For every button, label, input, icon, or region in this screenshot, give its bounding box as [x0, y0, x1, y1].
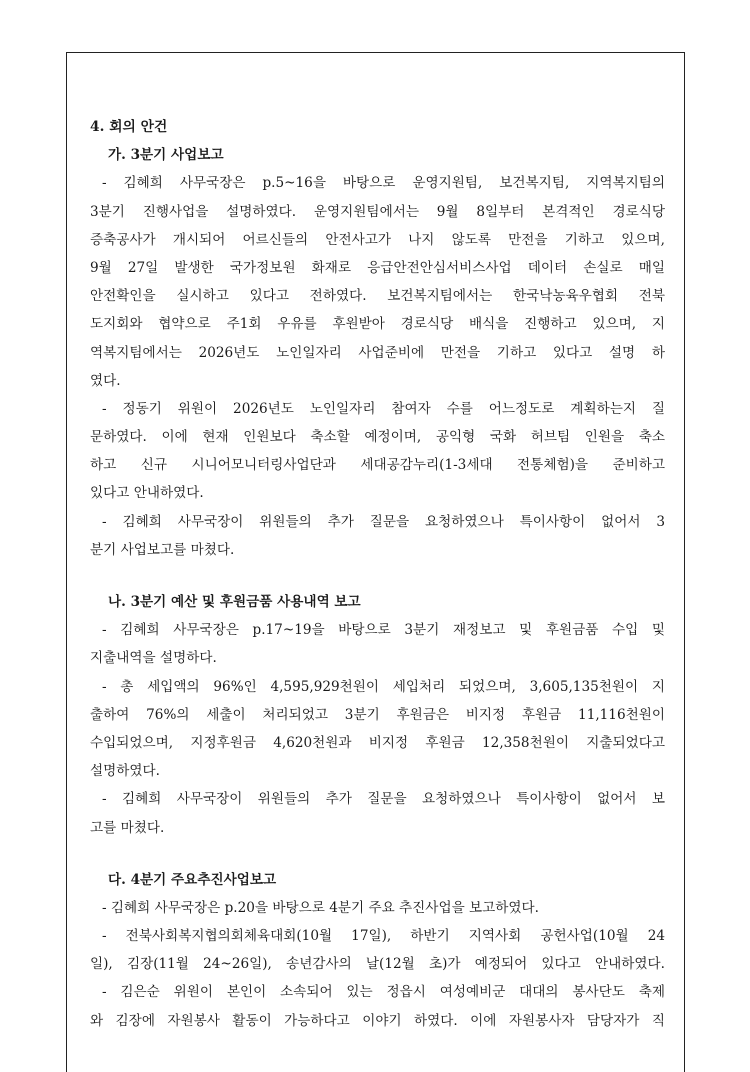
paragraph-line: 였다.	[90, 372, 121, 389]
paragraph-line: - 김혜희 사무국장은 p.5~16을 바탕으로 운영지원팀, 보건복지팀, 지역복지팀의	[102, 175, 665, 192]
document-body	[90, 113, 665, 1035]
paragraph-line: 와 김장에 자원봉사 활동이 가능하다고 이야기 하였다. 이에 자원봉사자 담당자가 직	[90, 1012, 665, 1029]
paragraph-line: - 전북사회복지협의회체육대회(10월 17일), 하반기 지역사회 공헌사업(10월 24	[102, 928, 665, 945]
section-q3-budget-report	[90, 588, 665, 842]
paragraph-line: 문하였다. 이에 현재 인원보다 축소할 예정이며, 공익형 국화 허브팀 인원을 축소	[90, 429, 665, 446]
paragraph-line: 일), 김장(11월 24~26일), 송년감사의 날(12월 초)가 예정되어 있다고 안내하였다.	[90, 956, 665, 973]
paragraph-line: 지출내역을 설명하다.	[90, 650, 217, 667]
paragraph-line: 설명하였다.	[90, 763, 160, 780]
paragraph-line: - 김혜희 사무국장은 p.17~19을 바탕으로 3분기 재정보고 및 후원금품 수입 및	[102, 622, 665, 639]
paragraph-line: 있다고 안내하였다.	[90, 485, 204, 502]
paragraph-line: 역복지팀에서는 2026년도 노인일자리 사업준비에 만전을 기하고 있다고 설명 하	[90, 344, 665, 361]
paragraph-line: - 김혜희 사무국장은 p.20을 바탕으로 4분기 주요 추진사업을 보고하였다.	[102, 899, 540, 916]
paragraph-line: 수입되었으며, 지정후원금 4,620천원과 비지정 후원금 12,358천원이 지출되었다고	[90, 734, 665, 751]
paragraph-line: 도지회와 협약으로 주1회 우유를 후원받아 경로식당 배식을 진행하고 있으며, 지	[90, 316, 665, 333]
paragraph-line: 증축공사가 개시되어 어르신들의 안전사고가 나지 않도록 만전을 기하고 있으며,	[90, 231, 665, 248]
paragraph-line: 고를 마쳤다.	[90, 819, 165, 836]
paragraph-line: 9월 27일 발생한 국가정보원 화재로 응급안전안심서비스사업 데이터 손실로 매일	[90, 259, 665, 276]
paragraph-line: 3분기 진행사업을 설명하였다. 운영지원팀에서는 9월 8일부터 본격적인 경로식당	[90, 203, 665, 220]
section-spacer	[90, 842, 665, 866]
section-heading: 4. 회의 안건	[90, 119, 168, 135]
paragraph-line: 출하여 76%의 세출이 처리되었고 3분기 후원금은 비지정 후원금 11,116천원이	[90, 706, 665, 723]
paragraph-line: 안전확인을 실시하고 있다고 전하였다. 보건복지팀에서는 한국낙농육우협회 전북	[90, 288, 665, 305]
section-q3-business-report	[90, 141, 665, 564]
paragraph-line: - 총 세입액의 96%인 4,595,929천원이 세입처리 되었으며, 3,605,135천원이 지	[102, 678, 665, 695]
paragraph-line: - 김은순 위원이 본인이 소속되어 있는 정읍시 여성예비군 대대의 봉사단도 축제	[102, 984, 665, 1001]
paragraph-line: 하고 신규 시니어모니터링사업단과 세대공감누리(1-3세대 전통체험)을 준비하고	[90, 457, 665, 474]
section-q4-plan-report	[90, 866, 665, 1035]
paragraph-line: - 김혜희 사무국장이 위원들의 추가 질문을 요청하였으나 특이사항이 없어서 보	[102, 791, 665, 808]
section-spacer	[90, 564, 665, 588]
paragraph-line: 분기 사업보고를 마쳤다.	[90, 541, 235, 558]
subsection-title: 다. 4분기 주요추진사업보고	[108, 871, 277, 888]
subsection-title: 가. 3분기 사업보고	[108, 147, 224, 164]
subsection-title: 나. 3분기 예산 및 후원금품 사용내역 보고	[108, 594, 361, 610]
paragraph-line: - 정동기 위원이 2026년도 노인일자리 참여자 수를 어느정도로 계획하는지 질	[102, 400, 665, 417]
paragraph-line: - 김혜희 사무국장이 위원들의 추가 질문을 요청하였으나 특이사항이 없어서 3	[102, 513, 665, 530]
